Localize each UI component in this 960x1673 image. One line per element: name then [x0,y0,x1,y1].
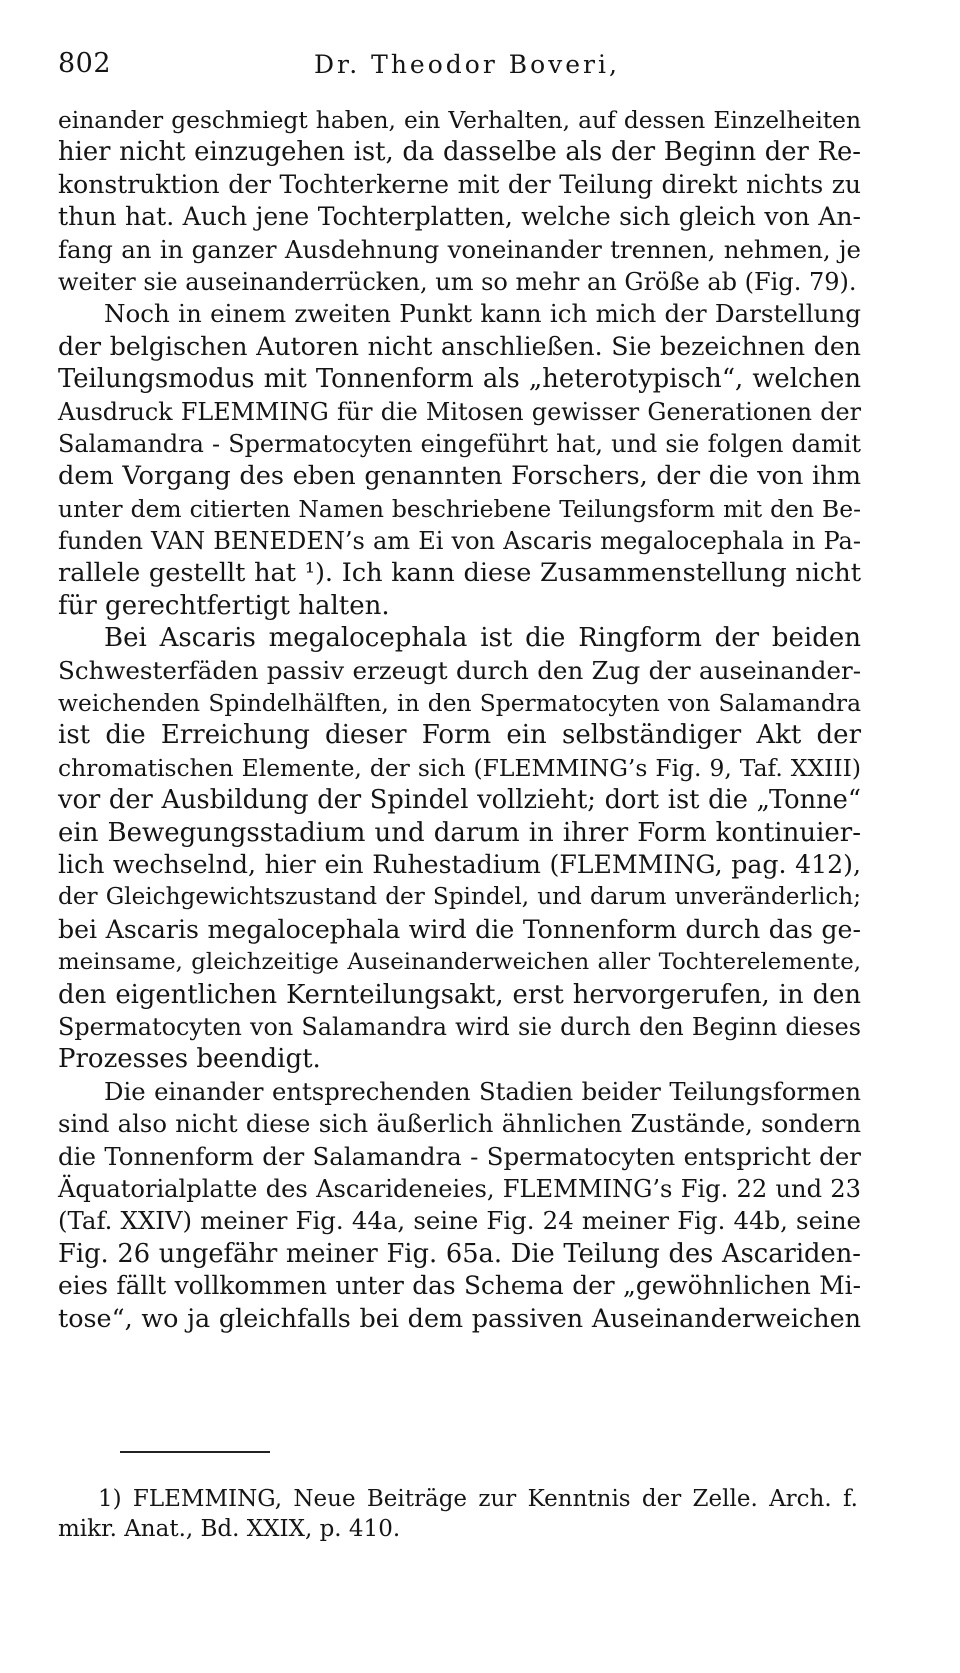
text-line: sind also nicht diese sich äußerlich ähnlichen Zustände, sondern [58,1109,861,1139]
text-line: Teilungsmodus mit Tonnenform als „heterotypisch“, welchen [58,364,861,395]
text-line: Ausdruck FLEMMING für die Mitosen gewisser Generationen der [58,397,861,426]
text-line: thun hat. Auch jene Tochterplatten, welche sich gleich von An- [58,202,861,232]
text-line: der Gleichgewichtszustand der Spindel, und darum unveränderlich; [58,884,861,911]
body-text [58,104,861,1335]
text-line: Prozesses beendigt. [58,1044,321,1075]
text-line: rallele gestellt hat ¹). Ich kann diese Zusammenstellung nicht [58,558,861,589]
text-line: weichenden Spindelhälften, in den Spermatocyten von Salamandra [58,689,861,718]
paragraph-start-line: Bei Ascaris megalocephala ist die Ringform der beiden [104,623,861,654]
text-line: Spermatocyten von Salamandra wird sie durch den Beginn dieses [58,1012,861,1041]
text-line: ein Bewegungsstadium und darum in ihrer Form kontinuier- [58,817,861,848]
text-line: (Taf. XXIV) meiner Fig. 44a, seine Fig. 24 meiner Fig. 44b, seine [58,1206,861,1236]
text-line: bei Ascaris megalocephala wird die Tonnenform durch das ge- [58,914,861,944]
footnotes [58,1484,858,1544]
footnote-line: mikr. Anat., Bd. XXIX, p. 410. [58,1516,401,1542]
running-head: Dr. Theodor Boveri, [314,50,620,79]
text-line: Schwesterfäden passiv erzeugt durch den Zug der auseinander- [58,655,861,685]
text-line: die Tonnenform der Salamandra - Spermatocyten entspricht der [58,1141,861,1171]
text-line: hier nicht einzugehen ist, da dasselbe als der Beginn der Re- [58,137,861,168]
text-line: ist die Erreichung dieser Form ein selbständiger Akt der [58,720,861,751]
paragraph-start-line: Die einander entsprechenden Stadien beider Teilungsformen [104,1076,861,1106]
text-line: konstruktion der Tochterkerne mit der Teilung direkt nichts zu [58,169,861,199]
text-line: lich wechselnd, hier ein Ruhestadium (FLEMMING, pag. 412), [58,849,861,879]
page-header [58,48,848,88]
text-line: Äquatorialplatte des Ascarideneies, FLEMMING’s Fig. 22 und 23 [58,1174,861,1203]
page-number: 802 [58,48,112,79]
text-line: meinsame, gleichzeitige Auseinanderweichen aller Tochterelemente, [58,949,861,976]
text-line: weiter sie auseinanderrücken, um so mehr an Größe ab (Fig. 79). [58,267,857,296]
text-line: den eigentlichen Kernteilungsakt, erst hervorgerufen, in den [58,979,861,1010]
text-line: vor der Ausbildung der Spindel vollzieht; dort ist die „Tonne“ [58,785,861,816]
text-line: unter dem citierten Namen beschriebene Teilungsform mit den Be- [58,494,861,523]
paragraph-start-line: Noch in einem zweiten Punkt kann ich mich der Darstellung [104,299,861,329]
text-line: einander geschmiegt haben, ein Verhalten, auf dessen Einzelheiten [58,106,861,134]
text-line: chromatischen Elemente, der sich (FLEMMING’s Fig. 9, Taf. XXIII) [58,753,861,782]
text-line: eies fällt vollkommen unter das Schema der „gewöhnlichen Mi- [58,1271,861,1301]
text-line: für gerechtfertigt halten. [58,590,390,621]
footnote-divider [120,1451,270,1453]
text-line: tose“, wo ja gleichfalls bei dem passiven Auseinanderweichen [58,1303,861,1334]
text-line: Fig. 26 ungefähr meiner Fig. 65a. Die Teilung des Ascariden- [58,1238,861,1269]
text-line: Salamandra - Spermatocyten eingeführt hat, und sie folgen damit [58,429,861,458]
text-line: fang an in ganzer Ausdehnung voneinander trennen, nehmen, je [58,234,861,264]
text-line: funden VAN BENEDEN’s am Ei von Ascaris megalocephala in Pa- [58,527,861,556]
footnote-line: 1) FLEMMING, Neue Beiträge zur Kenntnis der Zelle. Arch. f. [98,1486,858,1512]
text-line: dem Vorgang des eben genannten Forschers, der die von ihm [58,461,861,492]
text-line: der belgischen Autoren nicht anschließen. Sie bezeichnen den [58,331,861,361]
